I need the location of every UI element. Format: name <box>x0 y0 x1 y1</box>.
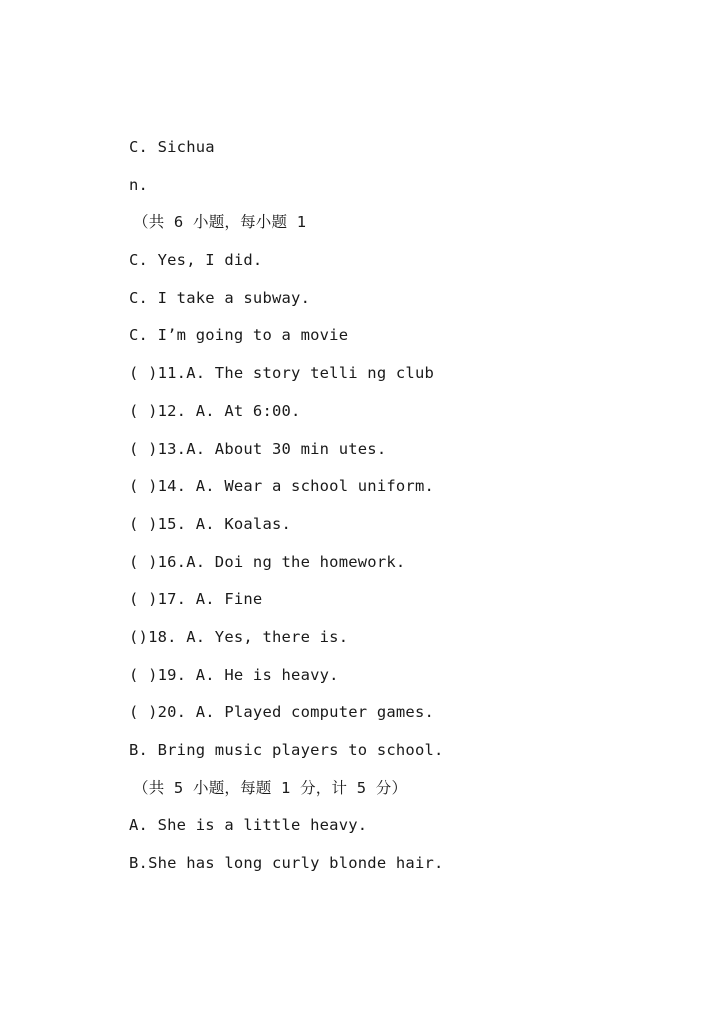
question-item: ( )14. A. Wear a school uniform. <box>129 477 435 496</box>
text-line: C. Sichua <box>129 138 215 156</box>
text-line: C. Yes, I did. <box>129 251 263 270</box>
section-heading: （共 6 小题，每小题 1 <box>133 213 307 232</box>
text-line: B. Bring music players to school. <box>129 741 444 759</box>
question-item: ( )15. A. Koalas. <box>129 514 292 533</box>
text-line: C. I take a subway. <box>129 288 311 307</box>
text-line: B.She has long curly blonde hair. <box>129 854 444 873</box>
text-line: n. <box>129 175 149 194</box>
question-item: ( )16.A. Doi ng the homework. <box>129 552 406 571</box>
question-item: ( )11.A. The story telli ng club <box>129 364 435 383</box>
text-lines <box>129 135 689 889</box>
text-line: C. I’m going to a movie <box>129 326 349 345</box>
question-item: ()18. A. Yes, there is. <box>129 627 349 646</box>
question-item: ( )17. A. Fine <box>129 590 263 609</box>
question-item: ( )12. A. At 6:00. <box>129 401 301 420</box>
question-item: ( )13.A. About 30 min utes. <box>129 439 387 458</box>
question-item: ( )19. A. He is heavy. <box>129 665 339 684</box>
question-item: ( )20. A. Played computer games. <box>129 703 435 722</box>
section-heading: （共 5 小题，每题 1 分，计 5 分） <box>133 778 408 797</box>
text-line: A. She is a little heavy. <box>129 816 368 835</box>
